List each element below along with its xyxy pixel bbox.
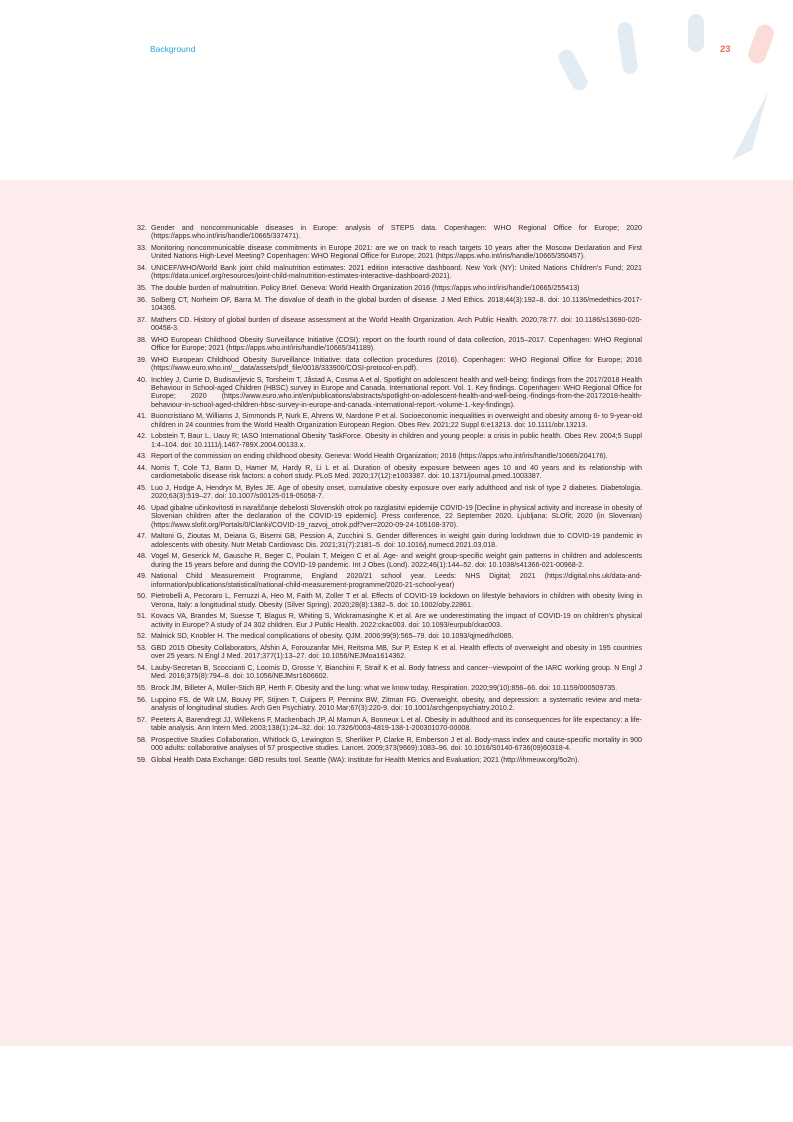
reference-text: Brock JM, Billeter A, Müller-Stich BP, Herth F. Obesity and the lung: what we know today. Respiration. 2020;99(10):856–66. doi: 10.1159/000509735.: [151, 684, 618, 692]
reference-list: [137, 224, 642, 767]
reference-text: Upad gibalne učinkovitosti in naraščanje debelosti Slovenskih otrok po razglasitvi epidemije COVID-19 [Decline in physical activity and increase in obesity of Slovenian children after the declaration of the COVID-19 epidemic]. Press conference, 22 September 2020. Ljubljana: SLOfit; 2020 (in Slovenian) (https://www.slofit.org/Portals/0/Clanki/COVID-19_razvoj_otrok.pdf?ver=2020-09-24-105108-370).: [151, 504, 642, 529]
reference-item: [137, 464, 642, 481]
reference-text: Solberg CT, Norheim OF, Barra M. The disvalue of death in the global burden of disease. J Med Ethics. 2018;44(3):192–8. doi: 10.1136/medethics-2017-104365.: [151, 295, 642, 312]
reference-item: [137, 356, 642, 373]
reference-text: Gender and noncommunicable diseases in Europe: analysis of STEPS data. Copenhagen: WHO Regional Office for Europe; 2020 (https://apps.who.int/iris/handle/10665/337471).: [151, 224, 642, 241]
reference-number: 40.: [137, 375, 147, 384]
reference-item: [137, 316, 642, 333]
reference-item: [137, 244, 642, 261]
reference-number: 36.: [137, 295, 147, 304]
deco-pill-2: [616, 21, 638, 75]
reference-text: Lauby-Secretan B, Scoccianti C, Loomis D, Grosse Y, Bianchini F, Straif K et al. Body fatness and cancer--viewpoint of the IARC working group. N Engl J Med. 2016;375(8):794–8. doi: 10.1056/NEJMsr1606602.: [151, 664, 642, 681]
reference-text: Inchley J, Currie D, Budisavljevic S, Torsheim T, Jåstad A, Cosma A et al. Spotlight on adolescent health and well-being: findings from the 2017/2018 Health Behaviour in School-aged Children (HBSC) survey in Europe and Canada. International report. Vol. 1. Key findings. Copenhagen: WHO Regional Office for Europe; 2020 (https://www.euro.who.int/en/publications/abstracts/spotlight-on-adolescent-health-and-well-being.-findings-from-the-20172018-health-behaviour-in-school-aged-children-hbsc-survey-in-europe-and-canada.-international-report.-volume-1.-key-findings).: [151, 375, 642, 409]
reference-text: Kovacs VA, Brandes M, Suesse T, Blagus R, Whiting S, Wickramasinghe K et al. Are we underestimating the impact of COVID-19 on children’s physical activity in Europe? A study of 24 302 children. Eur J Public Health. 2022:ckac003. doi: 10.1093/eurpub/ckac003.: [151, 612, 642, 629]
reference-item: [137, 684, 642, 692]
reference-number: 50.: [137, 592, 147, 601]
reference-text: National Child Measurement Programme, England 2020/21 school year. Leeds: NHS Digital; 2021 (https://digital.nhs.uk/data-and-information/publications/statistical/national-child-measurement-programme/2020-21-school-year): [151, 572, 642, 589]
reference-text: Monitoring noncommunicable disease commitments in Europe 2021: are we on track to reach targets 10 years after the Moscow Declaration and First United Nations High-Level Meeting? Copenhagen: WHO Regional Office for Europe; 2021 (https://apps.who.int/iris/handle/10665/350457).: [151, 244, 642, 261]
reference-number: 38.: [137, 335, 147, 344]
reference-text: Pietrobelli A, Pecoraro L, Ferruzzi A, Heo M, Faith M, Zoller T et al. Effects of COVID-19 lockdown on lifestyle behaviors in children with obesity living in Verona, Italy: a longitudinal study. Obesity (Silver Spring). 2020;28(8):1382–5. doi: 10.1002/oby.22861.: [151, 592, 642, 609]
reference-item: [137, 532, 642, 549]
decorative-shapes: [0, 0, 793, 180]
reference-text: Maltoni G, Zioutas M, Deiana G, Biserni GB, Pession A, Zucchini S. Gender differences in weight gain during lockdown due to COVID-19 pandemic in adolescents with obesity. Nutr Metab Cardiovasc Dis. 2021;31(7):2181–5. doi: 10.1016/j.numecd.2021.03.018.: [151, 532, 642, 549]
reference-item: [137, 432, 642, 449]
reference-text: Luppino FS, de Wit LM, Bouvy PF, Stijnen T, Cuijpers P, Penninx BW, Zitman FG. Overweight, obesity, and depression: a systematic review and meta-analysis of longitudinal studies. Arch Gen Psychiatry. 2010 Mar;67(3):220-9. doi: 10.1001/archgenpsychiatry.2010.2.: [151, 695, 642, 712]
reference-item: [137, 284, 642, 292]
reference-number: 37.: [137, 315, 147, 324]
reference-text: Malnick SD, Knobler H. The medical complications of obesity. QJM. 2006;99(9):565–79. doi: 10.1093/qjmed/hcl085.: [151, 632, 514, 641]
reference-text: Global Health Data Exchange: GBD results tool. Seattle (WA): Institute for Health Metrics and Evaluation; 2021 (http://ihmeuw.org/5o2n).: [151, 755, 580, 764]
reference-text: WHO European Childhood Obesity Surveillance Initiative (COSI): report on the fourth round of data collection, 2015–2017. Copenhagen: WHO Regional Office for Europe; 2021 (https://apps.who.int/iris/handle/10665/341189).: [151, 335, 642, 352]
reference-text: Lobstein T, Baur L, Uauy R; IASO International Obesity TaskForce. Obesity in children and young people: a crisis in public health. Obes Rev. 2004;5 Suppl 1:4–104. doi: 10.1111/j.1467-789X.2004.00133.x.: [151, 432, 642, 449]
reference-text: GBD 2015 Obesity Collaborators, Afshin A, Forouzanfar MH, Reitsma MB, Sur P, Estep K et al. Health effects of overweight and obesity in 195 countries over 25 years. N Engl J Med. 2017;377(1):13–27. doi: 10.1056/NEJMoa1614362.: [151, 644, 642, 661]
reference-text: WHO European Childhood Obesity Surveillance Initiative: data collection procedures (2016). Copenhagen: WHO Regional Office for Europe; 2016 (https://www.euro.who.int/__data/assets/pdf_file/0018/333900/COSI-protocol-en.pdf).: [151, 355, 642, 372]
reference-item: [137, 504, 642, 529]
reference-item: [137, 552, 642, 569]
reference-number: 49.: [137, 572, 147, 581]
reference-number: 56.: [137, 695, 147, 704]
deco-pill-4: [746, 22, 777, 66]
reference-text: Norris T, Cole TJ, Bann D, Hamer M, Hardy R, Li L et al. Duration of obesity exposure between ages 10 and 40 years and its relationship with cardiometabolic disease risk factors: a cohort study. PLoS Med. 2020;17(12):e1003387. doi: 10.1371/journal.pmed.1003387.: [151, 464, 642, 481]
reference-item: [137, 572, 642, 589]
reference-item: [137, 336, 642, 353]
reference-item: [137, 736, 642, 753]
reference-number: 53.: [137, 644, 147, 652]
reference-text: Buoncristiano M, Williams J, Simmonds P, Nurk E, Ahrens W, Nardone P et al. Socioeconomic inequalities in overweight and obesity among 6- to 9-year-old children in 24 countries from the World Health Organization European Region. Obes Rev. 2021;22 Suppl 6:e13213. doi: 10.1111/obr.13213.: [151, 412, 642, 429]
reference-number: 59.: [137, 755, 147, 764]
reference-item: [137, 632, 642, 640]
reference-item: [137, 644, 642, 661]
reference-item: [137, 484, 642, 501]
reference-number: 32.: [137, 224, 147, 232]
reference-number: 54.: [137, 664, 147, 672]
reference-number: 42.: [137, 432, 147, 441]
reference-number: 46.: [137, 504, 147, 512]
reference-item: [137, 412, 642, 429]
reference-text: UNICEF/WHO/World Bank joint child malnutrition estimates: 2021 edition interactive dashboard. New York (NY): United Nations Children’s Fund; 2021 (https://data.unicef.org/resources/joint-child-malnutrition-estimates-interactive-dashboard-2021).: [151, 264, 642, 281]
reference-text: Luo J, Hodge A, Hendryx M, Byles JE. Age of obesity onset, cumulative obesity exposure over early adulthood and risk of type 2 diabetes. Diabetologia. 2020;63(3):519–27. doi: 10.1007/s00125-019-05058-7.: [151, 484, 642, 501]
reference-number: 48.: [137, 552, 147, 561]
reference-number: 55.: [137, 684, 147, 692]
reference-text: Prospective Studies Collaboration, Whitlock G, Lewington S, Sherliker P, Clarke R, Emberson J et al. Body-mass index and cause-specific mortality in 900 000 adults: collaborative analyses of 57 prospective studies. Lancet. 2009;373(9669):1083–96. doi: 10.1016/S0140-6736(09)60318-4.: [151, 735, 642, 752]
reference-number: 58.: [137, 735, 147, 744]
reference-number: 52.: [137, 632, 147, 641]
reference-item: [137, 224, 642, 241]
reference-number: 44.: [137, 464, 147, 472]
reference-number: 43.: [137, 452, 147, 461]
reference-number: 51.: [137, 612, 147, 621]
reference-text: Peeters A, Barendregt JJ, Willekens F, Mackenbach JP, Al Mamun A, Bonneux L et al. Obesity in adulthood and its consequences for life expectancy: a life-table analysis. Ann Intern Med. 2003;138(1):24–32. doi: 10.7326/0003-4819-138-1-200301070-00008.: [151, 715, 642, 732]
reference-number: 39.: [137, 355, 147, 364]
page-number: 23: [720, 44, 731, 55]
reference-item: [137, 376, 642, 410]
reference-item: [137, 264, 642, 281]
reference-number: 34.: [137, 264, 147, 272]
reference-text: Mathers CD. History of global burden of disease assessment at the World Health Organization. Arch Public Health. 2020;78:77. doi: 10.1186/s13690-020-00458-3.: [151, 315, 642, 332]
deco-pill-1: [556, 47, 591, 93]
reference-number: 45.: [137, 484, 147, 492]
reference-number: 57.: [137, 715, 147, 724]
deco-pill-3: [688, 14, 704, 52]
reference-item: [137, 452, 642, 460]
reference-text: Report of the commission on ending childhood obesity. Geneva: World Health Organization; 2016 (https://apps.who.int/iris/handle/10665/204176).: [151, 452, 608, 461]
reference-item: [137, 664, 642, 681]
reference-number: 41.: [137, 412, 147, 421]
reference-number: 35.: [137, 284, 147, 292]
reference-item: [137, 612, 642, 629]
reference-text: The double burden of malnutrition. Policy Brief. Geneva: World Health Organization 2016 (https://apps.who.int/iris/handle/10665/255413): [151, 284, 580, 292]
reference-number: 33.: [137, 244, 147, 252]
reference-text: Vogel M, Geserick M, Gausche R, Beger C, Poulain T, Meigen C et al. Age- and weight group-specific weight gain patterns in children and adolescents during the 15 years before and during the COVID-19 pandemic. Int J Obes (Lond). 2022;46(1):144–52. doi: 10.1038/s41366-021-00968-2.: [151, 552, 642, 569]
section-title: Background: [150, 44, 196, 54]
reference-item: [137, 592, 642, 609]
reference-item: [137, 756, 642, 764]
reference-item: [137, 716, 642, 733]
reference-number: 47.: [137, 532, 147, 541]
reference-item: [137, 696, 642, 713]
deco-triangle: [732, 92, 768, 160]
reference-item: [137, 296, 642, 313]
